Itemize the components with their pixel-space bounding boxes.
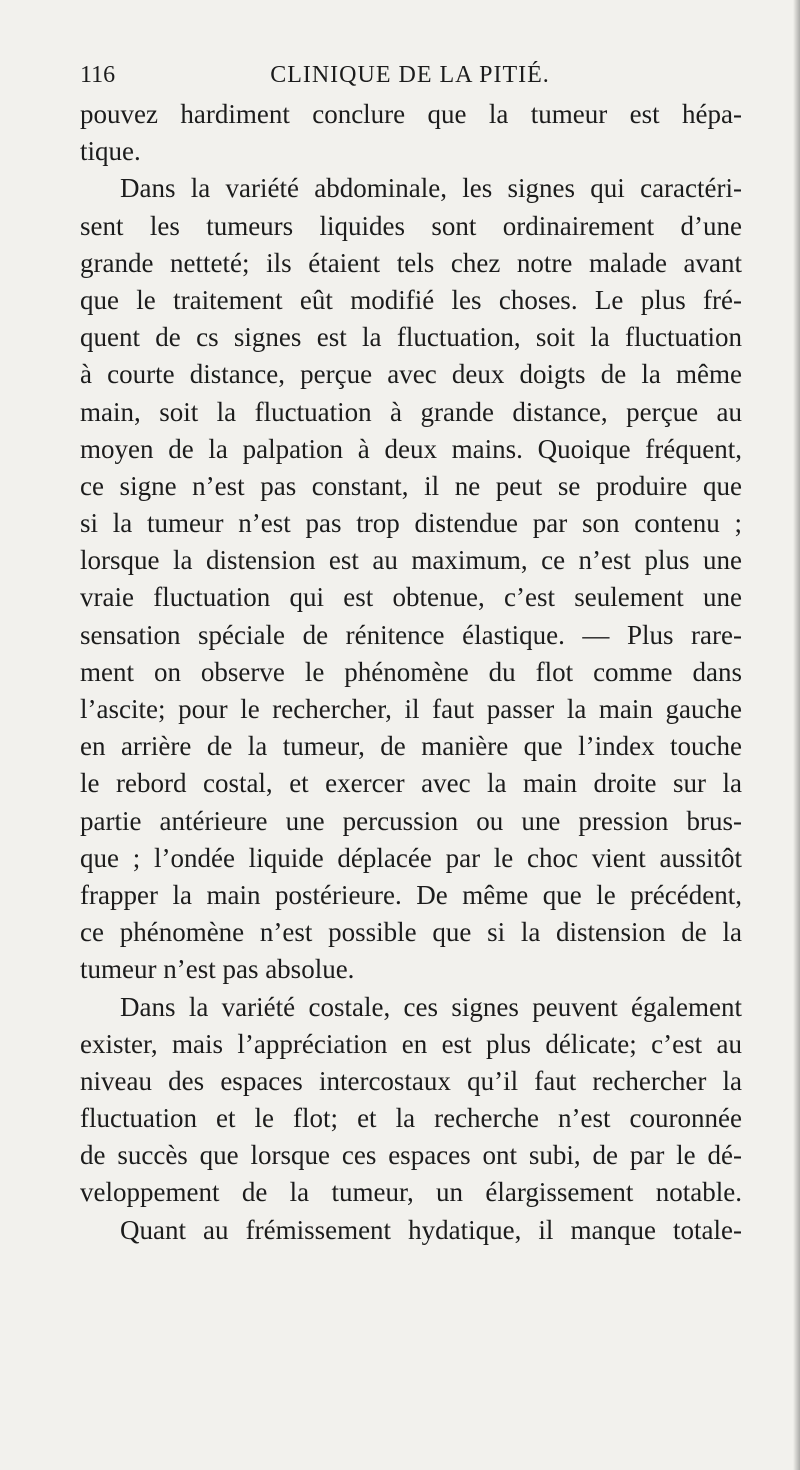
text-line: en arrière de la tumeur, de manière que l’index touche <box>80 731 742 762</box>
text-line: ce phénomène n’est possible que si la distension de la <box>80 917 742 948</box>
text-line: Dans la variété abdominale, les signes qui caractéri- <box>120 173 742 204</box>
page-edge-shadow <box>793 0 800 1470</box>
text-line: tique. <box>80 136 141 167</box>
text-line: à courte distance, perçue avec deux doigts de la même <box>80 359 742 390</box>
text-line: veloppement de la tumeur, un élargissement notable. <box>80 1177 742 1208</box>
page-number: 116 <box>80 62 116 88</box>
text-line: fluctuation et le flot; et la recherche n’est couronnée <box>80 1103 742 1134</box>
text-line: le rebord costal, et exercer avec la main droite sur la <box>80 768 742 799</box>
text-line: l’ascite; pour le rechercher, il faut passer la main gauche <box>80 694 742 724</box>
running-head: CLINIQUE DE LA PITIÉ. <box>270 62 550 88</box>
text-line: de succès que lorsque ces espaces ont subi, de par le dé- <box>80 1140 742 1171</box>
text-line: sent les tumeurs liquides sont ordinairement d’une <box>80 210 742 241</box>
text-line: Dans la variété costale, ces signes peuvent également <box>120 991 742 1022</box>
text-line: que le traitement eût modifié les choses. Le plus fré- <box>80 284 742 315</box>
text-line: lorsque la distension est au maximum, ce n’est plus une <box>80 545 742 576</box>
text-line: pouvez hardiment conclure que la tumeur est hépa- <box>80 99 742 129</box>
text-line: tumeur n’est pas absolue. <box>80 954 355 985</box>
text-line: Quant au frémissement hydatique, il manque totale- <box>120 1214 742 1245</box>
text-line: quent de cs signes est la fluctuation, soit la fluctuation <box>80 322 742 353</box>
page-header <box>80 62 740 94</box>
text-line: sensation spéciale de rénitence élastique. — Plus rare- <box>80 619 742 650</box>
text-line: si la tumeur n’est pas trop distendue par son contenu ; <box>80 508 742 539</box>
text-line: moyen de la palpation à deux mains. Quoique fréquent, <box>80 433 742 464</box>
text-line: ce signe n’est pas constant, il ne peut se produire que <box>80 470 742 501</box>
text-line: niveau des espaces intercostaux qu’il faut rechercher la <box>80 1065 742 1096</box>
text-line: main, soit la fluctuation à grande distance, perçue au <box>80 396 742 427</box>
text-line: vraie fluctuation qui est obtenue, c’est seulement une <box>80 582 742 613</box>
text-line: que ; l’ondée liquide déplacée par le choc vient aussitôt <box>80 842 742 873</box>
text-line: frapper la main postérieure. De même que le précédent, <box>80 879 742 910</box>
body-text <box>80 96 742 1249</box>
text-line: grande netteté; ils étaient tels chez notre malade avant <box>80 247 742 278</box>
text-line: partie antérieure une percussion ou une pression brus- <box>80 805 742 836</box>
text-line: exister, mais l’appréciation en est plus délicate; c’est au <box>80 1028 742 1059</box>
text-line: ment on observe le phénomène du flot comme dans <box>80 656 742 687</box>
